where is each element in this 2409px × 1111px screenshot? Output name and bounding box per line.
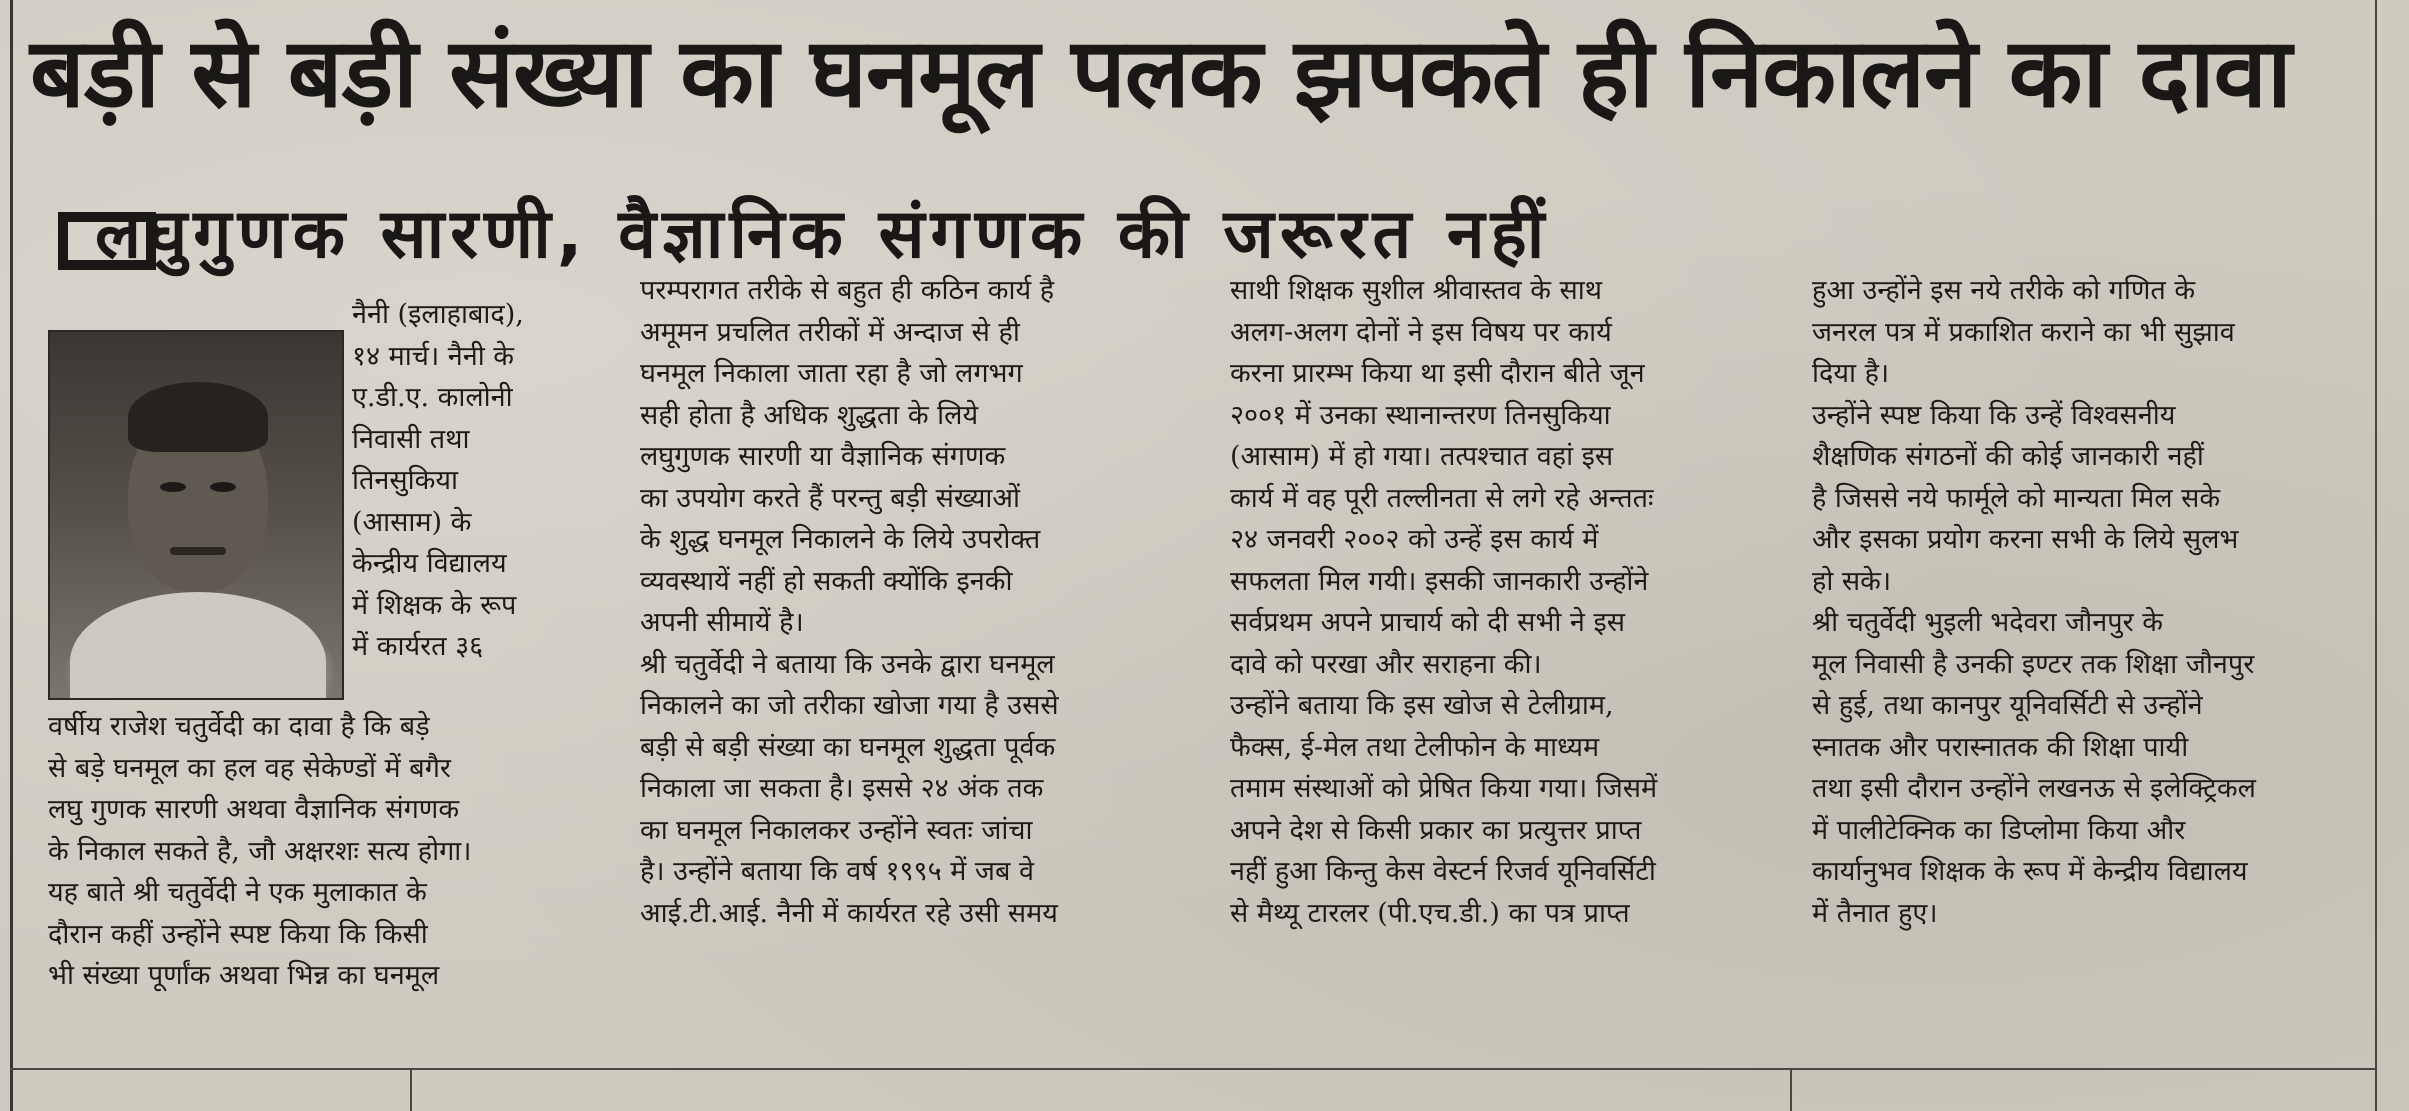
subheadline: लघुगुणक सारणी, वैज्ञानिक संगणक की जरूरत नहीं: [95, 195, 1551, 274]
article-column-3: साथी शिक्षक सुशील श्रीवास्तव के साथ अलग-अलग दोनों ने इस विषय पर कार्य करना प्रारम्भ किया था इसी दौरान बीते जून २००१ में उनका स्थानान्तरण तिनसुकिया (आसाम) में हो गया। तत्पश्चात वहां इस कार्य में वह पूरी तल्लीनता से लगे रहे अन्ततः २४ जनवरी २००२ को उन्हें इस कार्य में सफलता मिल गयी। इसकी जानकारी उन्होंने सर्वप्रथम अपने प्राचार्य को दी सभी ने इस दावे को परखा और सराहना की। उन्होंने बताया कि इस खोज से टेलीग्राम, फैक्स, ई-मेल तथा टेलीफोन के माध्यम तमाम संस्थाओं को प्रेषित किया गया। जिसमें अपने देश से किसी प्रकार का प्रत्युत्तर प्राप्त नहीं हुआ किन्तु केस वेस्टर्न रिजर्व यूनिवर्सिटी से मैथ्यू टारलर (पी.एच.डी.) का पत्र प्राप्त: [1230, 275, 1658, 929]
article-column-4: हुआ उन्होंने इस नये तरीके को गणित के जनरल पत्र में प्रकाशित कराने का भी सुझाव दिया है। उन्होंने स्पष्ट किया कि उन्हें विश्वसनीय शैक्षणिक संगठनों की कोई जानकारी नहीं है जिससे नये फार्मूले को मान्यता मिल सके और इसका प्रयोग करना सभी के लिये सुलभ हो सके। श्री चतुर्वेदी भुइली भदेवरा जौनपुर के मूल निवासी है उनकी इण्टर तक शिक्षा जौनपुर से हुई, तथा कानपुर यूनिवर्सिटी से उन्होंने स्नातक और परास्नातक की शिक्षा पायी तथा इसी दौरान उन्होंने लखनऊ से इलेक्ट्रिकल में पालीटेक्निक का डिप्लोमा किया और कार्यानुभव शिक्षक के रूप में केन्द्रीय विद्यालय में तैनात हुए।: [1812, 275, 2256, 929]
article-column-1-top: नैनी (इलाहाबाद), १४ मार्च। नैनी के ए.डी.ए. कालोनी निवासी तथा तिनसुकिया (आसाम) के केन्द्रीय विद्यालय में शिक्षक के रूप में कार्यरत ३६: [352, 299, 524, 662]
article-column-1-bottom: वर्षीय राजेश चतुर्वेदी का दावा है कि बड़े से बड़े घनमूल का हल वह सेकेण्डों में बगैर लघु गुणक सारणी अथवा वैज्ञानिक संगणक के निकाल सकते है, जौ अक्षरशः सत्य होगा। यह बाते श्री चतुर्वेदी ने एक मुलाकात के दौरान कहीं उन्होंने स्पष्ट किया कि किसी भी संख्या पूर्णांक अथवा भिन्न का घनमूल: [48, 711, 472, 991]
headline: बड़ी से बड़ी संख्या का घनमूल पलक झपकते ही निकालने का दावा: [30, 17, 2291, 129]
article-column-2: परम्परागत तरीके से बहुत ही कठिन कार्य है अमूमन प्रचलित तरीकों में अन्दाज से ही घनमूल निकाला जाता रहा है जो लगभग सही होता है अधिक शुद्धता के लिये लघुगुणक सारणी या वैज्ञानिक संगणक का उपयोग करते हैं परन्तु बड़ी संख्याओं के शुद्ध घनमूल निकालने के लिये उपरोक्त व्यवस्थायें नहीं हो सकती क्योंकि इनकी अपनी सीमायें है। श्री चतुर्वेदी ने बताया कि उनके द्वारा घनमूल निकालने का जो तरीका खोजा गया है उससे बड़ी से बड़ी संख्या का घनमूल शुद्धता पूर्वक निकाला जा सकता है। इससे २४ अंक तक का घनमूल निकालकर उन्होंने स्वतः जांचा है। उन्होंने बताया कि वर्ष १९९५ में जब वे आई.टी.आई. नैनी में कार्यरत रहे उसी समय: [640, 275, 1059, 929]
left-frame-rule: [10, 0, 13, 1111]
portrait-photo: [48, 330, 344, 700]
bottom-separator: [1790, 1070, 1792, 1111]
bottom-separator: [410, 1070, 412, 1111]
right-frame-rule: [2375, 0, 2377, 1111]
bottom-rule: [10, 1068, 2375, 1070]
